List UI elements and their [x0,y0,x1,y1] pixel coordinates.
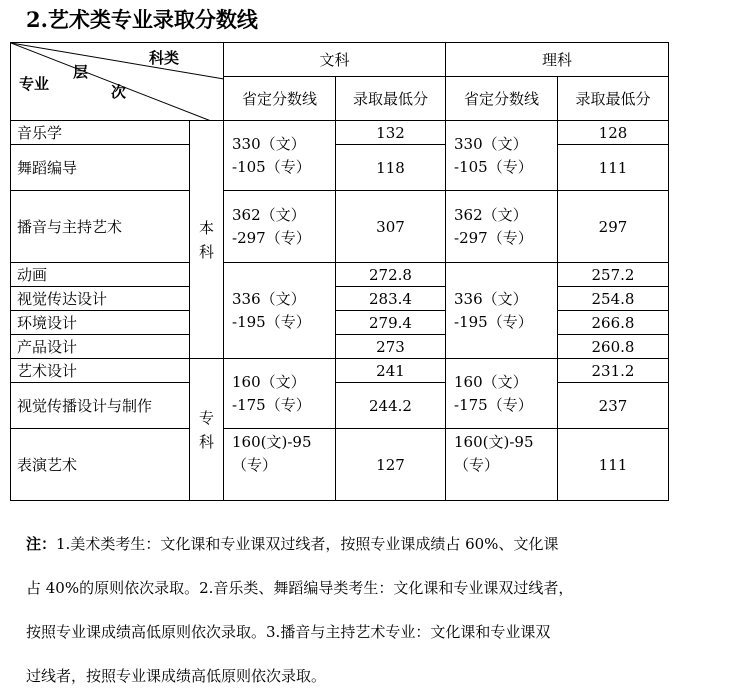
li-provincial-g3 [446,263,558,359]
li-min-cell: 111 [558,429,669,501]
major-cell: 舞蹈编导 [11,145,190,191]
li-min-cell: 297 [558,191,669,263]
li-min-cell: 254.8 [558,287,669,311]
table-row [11,121,669,145]
provincial-line: 362（文） [454,205,528,224]
wen-provincial-g2 [224,191,336,263]
footnote-line: 占 40%的原则依次录取。2.音乐类、舞蹈编导类考生：文化课和专业课双过线者， [26,579,574,597]
li-provincial-g2 [446,191,558,263]
corner-label-ceng: 层 [73,63,89,81]
footnote-label: 注： [26,535,57,553]
table-row [11,263,669,287]
provincial-line: -195（专） [454,312,533,331]
wen-provincial-g5 [224,429,336,501]
level-benke [190,121,224,359]
li-min-cell: 231.2 [558,359,669,383]
wen-min-cell: 127 [336,429,446,501]
corner-label-ci: 次 [111,83,127,101]
header-wen-provincial: 省定分数线 [224,77,336,121]
provincial-line: -105（专） [454,157,533,176]
provincial-line: 362（文） [232,205,306,224]
table-row [11,311,669,335]
li-provincial-g1 [446,121,558,191]
corner-label-kelei: 科类 [149,49,180,67]
major-cell: 音乐学 [11,121,190,145]
table-header-row [11,43,669,77]
li-min-cell: 260.8 [558,335,669,359]
header-li-provincial: 省定分数线 [446,77,558,121]
table-row [11,359,669,383]
major-cell: 视觉传达设计 [11,287,190,311]
footnote-text: 1.美术类考生：文化课和专业课双过线者，按照专业课成绩占 60%、文化课 [56,535,559,553]
provincial-line: 160（文） [232,372,306,391]
wen-provincial-g4 [224,359,336,429]
major-cell: 视觉传播设计与制作 [11,383,190,429]
provincial-line: （专） [232,456,278,474]
wen-min-cell: 132 [336,121,446,145]
major-cell: 环境设计 [11,311,190,335]
wen-min-cell: 273 [336,335,446,359]
wen-min-cell: 241 [336,359,446,383]
table-row [11,145,669,191]
wen-min-cell: 118 [336,145,446,191]
provincial-line: 160(文)-95 [454,433,534,451]
major-cell: 艺术设计 [11,359,190,383]
provincial-line: 336（文） [454,289,528,308]
li-min-cell: 257.2 [558,263,669,287]
li-min-cell: 111 [558,145,669,191]
wen-provincial-g1 [224,121,336,191]
li-min-cell: 128 [558,121,669,145]
wen-min-cell: 283.4 [336,287,446,311]
header-li-min: 录取最低分 [558,77,669,121]
admission-score-table [10,42,669,501]
wen-min-cell: 272.8 [336,263,446,287]
table-row [11,287,669,311]
header-like: 理科 [446,43,669,77]
provincial-line: 160(文)-95 [232,433,312,451]
section-title: 2.艺术类专业录取分数线 [26,7,258,32]
provincial-line: -175（专） [232,395,311,414]
provincial-line: 160（文） [454,372,528,391]
wen-min-cell: 244.2 [336,383,446,429]
wen-min-cell: 307 [336,191,446,263]
wen-provincial-g3 [224,263,336,359]
header-corner-cell [11,43,224,121]
footnote [26,522,716,698]
li-min-cell: 237 [558,383,669,429]
major-cell: 动画 [11,263,190,287]
wen-min-cell: 279.4 [336,311,446,335]
major-cell: 产品设计 [11,335,190,359]
level-zhuanke [190,359,224,501]
footnote-line [26,522,716,566]
footnote-line: 过线者，按照专业课成绩高低原则依次录取。 [26,667,327,685]
provincial-line: 336（文） [232,289,306,308]
header-wen-min: 录取最低分 [336,77,446,121]
level-benke-text: 本科 [199,218,215,261]
provincial-line: -175（专） [454,395,533,414]
provincial-line: 330（文） [454,134,528,153]
provincial-line: （专） [454,456,500,474]
li-min-cell: 266.8 [558,311,669,335]
provincial-line: -297（专） [232,228,311,247]
level-zhuanke-text: 专科 [199,408,215,451]
table-row [11,191,669,263]
provincial-line: -195（专） [232,312,311,331]
table-row [11,383,669,429]
li-provincial-g5 [446,429,558,501]
table-row [11,335,669,359]
major-cell: 表演艺术 [11,429,190,501]
li-provincial-g4 [446,359,558,429]
provincial-line: 330（文） [232,134,306,153]
major-cell: 播音与主持艺术 [11,191,190,263]
provincial-line: -105（专） [232,157,311,176]
corner-label-zhuanye: 专业 [19,75,50,93]
header-wenke: 文科 [224,43,446,77]
footnote-line: 按照专业课成绩高低原则依次录取。3.播音与主持艺术专业：文化课和专业课双 [26,623,551,641]
provincial-line: -297（专） [454,228,533,247]
table-row [11,429,669,501]
